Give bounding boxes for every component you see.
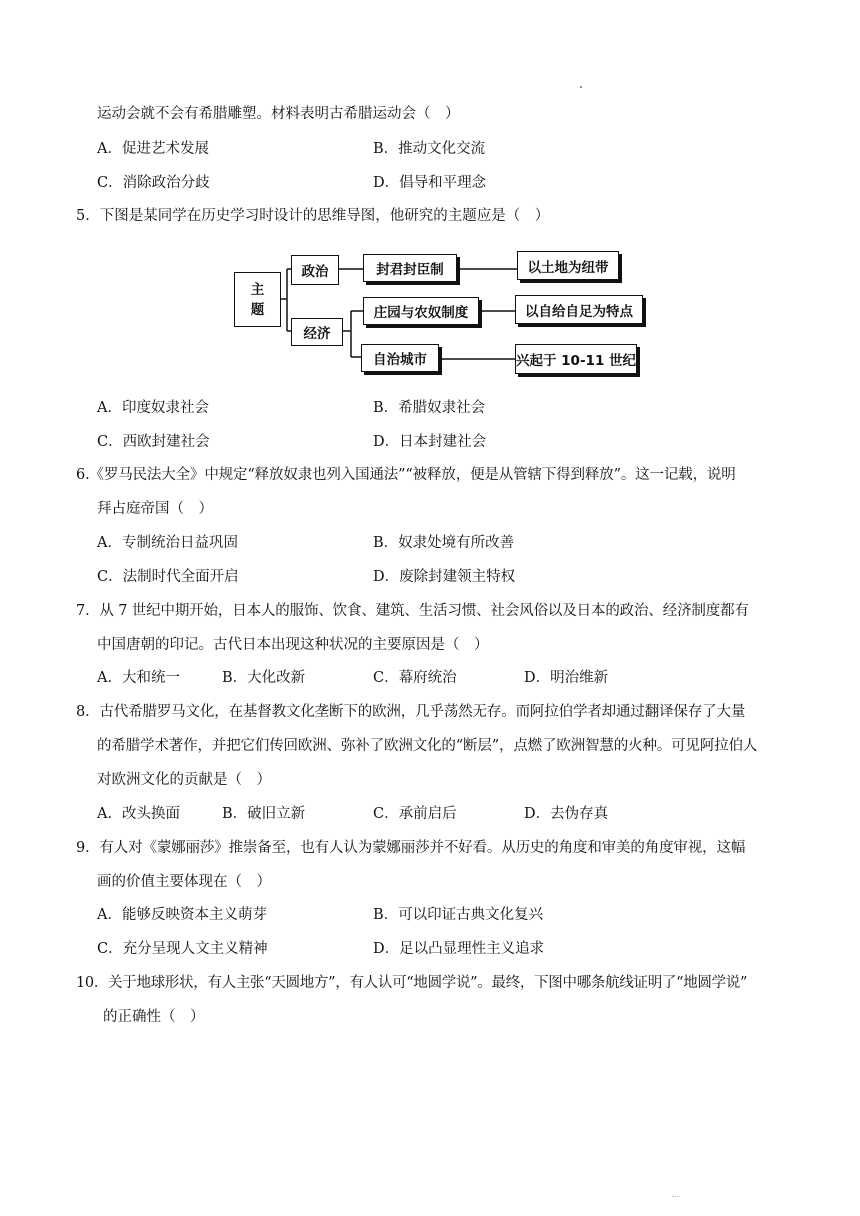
q9-stem-line-1: 9．有人对《蒙娜丽莎》推崇备至，也有人认为蒙娜丽莎并不好看。从历史的角度和审美的角度审视，这幅: [76, 840, 746, 856]
q10-stem-line-1: 10．关于地球形状，有人主张“天圆地方”，有人认可“地圆学说”。最终，下图中哪条航线证明了“地圆学说”: [76, 975, 748, 991]
q7-option-a[interactable]: A．大和统一: [97, 670, 180, 686]
q9-option-d[interactable]: D．足以凸显理性主义追求: [373, 941, 545, 957]
mind-map-fengjun: 封君封臣制: [363, 254, 457, 282]
q4-option-a[interactable]: A．促进艺术发展: [97, 141, 209, 157]
q6-stem-line-1: 6.《罗马民法大全》中规定“释放奴隶也列入国通法”“被释放，便是从管辖下得到释放”。这一记载，说明: [76, 467, 736, 483]
q4-stem: 运动会就不会有希腊雕塑。材料表明古希腊运动会（ ）: [97, 106, 460, 122]
root-char-1: 主: [250, 281, 265, 298]
q6-option-d[interactable]: D．废除封建领主特权: [373, 569, 516, 585]
mind-map-economy: 经济: [291, 318, 343, 346]
q7-stem-line-2: 中国唐朝的印记。古代日本出现这种状况的主要原因是（ ）: [97, 637, 489, 653]
q8-stem-line-3: 对欧洲文化的贡献是（ ）: [97, 772, 271, 788]
q8-stem-line-1: 8．古代希腊罗马文化，在基督教文化垄断下的欧洲，几乎荡然无存。而阿拉伯学者却通过翻译保存了大量: [76, 704, 746, 720]
q6-stem-line-2: 拜占庭帝国（ ）: [97, 501, 213, 517]
mind-map-tudi: 以土地为纽带: [517, 251, 619, 280]
root-char-2: 题: [250, 301, 265, 318]
mind-map-root: [234, 272, 281, 327]
q9-option-a[interactable]: A．能够反映资本主义萌芽: [97, 907, 267, 923]
q6-option-b[interactable]: B．奴隶处境有所改善: [373, 535, 515, 551]
page-footer-mark: [672, 1196, 680, 1198]
q7-option-c[interactable]: C．幕府统治: [373, 670, 457, 686]
q4-option-c[interactable]: C．消除政治分歧: [97, 175, 210, 191]
q7-stem-line-1: 7．从 7 世纪中期开始，日本人的服饰、饮食、建筑、生活习惯、社会风俗以及日本的政治、经济制度都有: [76, 603, 749, 619]
mind-map-zizhi: 自治城市: [361, 344, 439, 372]
mind-map-diagram: [233, 247, 653, 379]
mind-map-xingqi: 兴起于 10-11 世纪: [515, 344, 637, 374]
q5-stem: 5．下图是某同学在历史学习时设计的思维导图，他研究的主题应是（ ）: [76, 208, 550, 224]
q7-option-d[interactable]: D．明治维新: [524, 670, 609, 686]
q6-option-a[interactable]: A．专制统治日益巩固: [97, 535, 238, 551]
q8-option-d[interactable]: D．去伪存真: [524, 806, 609, 822]
page-mark: [580, 86, 582, 88]
q8-option-b[interactable]: B．破旧立新: [222, 806, 306, 822]
q8-stem-line-2: 的希腊学术著作，并把它们传回欧洲、弥补了欧洲文化的“断层”，点燃了欧洲智慧的火种。可见阿拉伯人: [97, 738, 758, 754]
q9-option-c[interactable]: C．充分呈现人文主义精神: [97, 941, 268, 957]
q7-option-b[interactable]: B．大化改新: [222, 670, 306, 686]
q8-option-c[interactable]: C．承前启后: [373, 806, 457, 822]
q4-option-d[interactable]: D．倡导和平理念: [373, 175, 487, 191]
mind-map-zigei: 以自给自足为特点: [515, 295, 643, 324]
q5-option-d[interactable]: D．日本封建社会: [373, 434, 487, 450]
q4-option-b[interactable]: B．推动文化交流: [373, 141, 486, 157]
q10-stem-line-2: 的正确性（ ）: [103, 1009, 205, 1025]
mind-map-politics: 政治: [291, 255, 339, 285]
q8-option-a[interactable]: A．改头换面: [97, 806, 180, 822]
q5-option-b[interactable]: B．希腊奴隶社会: [373, 400, 486, 416]
q5-option-c[interactable]: C．西欧封建社会: [97, 434, 210, 450]
q5-option-a[interactable]: A．印度奴隶社会: [97, 400, 209, 416]
q9-option-b[interactable]: B．可以印证古典文化复兴: [373, 907, 544, 923]
q9-stem-line-2: 画的价值主要体现在（ ）: [97, 874, 271, 890]
q6-option-c[interactable]: C．法制时代全面开启: [97, 569, 239, 585]
mind-map-zhuangyuan: 庄园与农奴制度: [363, 297, 479, 325]
